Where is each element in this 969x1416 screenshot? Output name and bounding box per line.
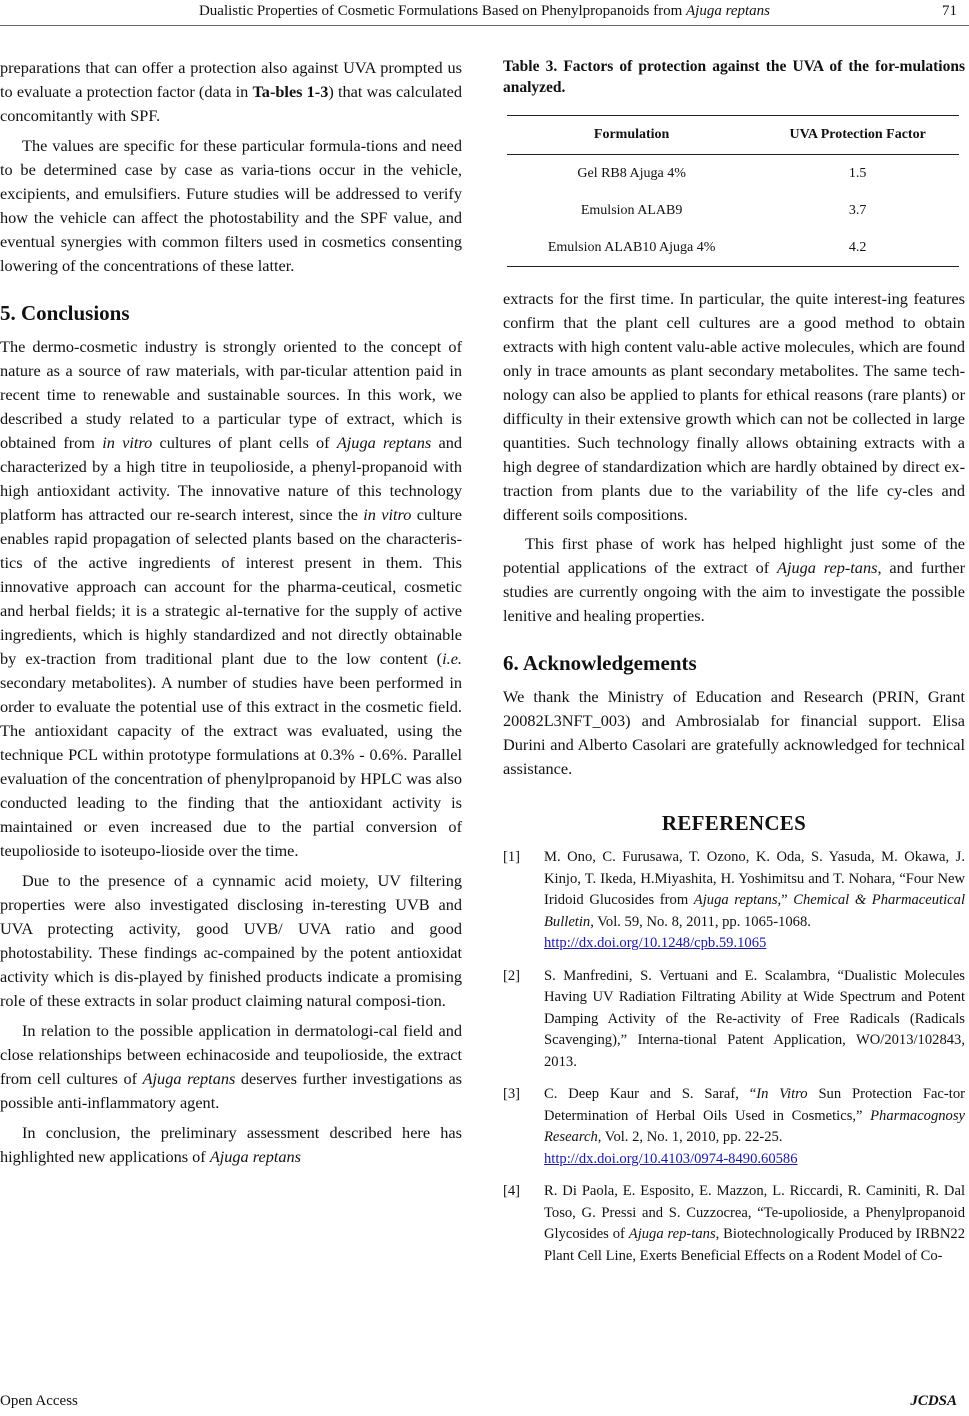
table-cell: Emulsion ALAB9 — [580, 202, 683, 218]
footer-journal: JCDSA — [910, 1393, 957, 1409]
reference-item: [1] M. Ono, C. Furusawa, T. Ozono, K. Oda, S. Yasuda, M. Okawa, J. Kinjo, T. Ikeda, H.Miyashita, H. Yoshimitsu and T. Nohara, “Four New Iridoid Glucosides from Ajuga reptans,” Chemical & Pharmaceutical Bulletin, Vol. 59, No. 8, 2011, pp. 1065-1068. http://dx.doi.org/10.1248/cpb.59.1065 — [503, 849, 965, 951]
reference-number: [3] — [503, 1086, 521, 1102]
table-header-row — [507, 116, 959, 155]
table-cell: 1.5 — [848, 165, 867, 181]
reference-item: [2] S. Manfredini, S. Vertuani and E. Scalambra, “Dualistic Molecules Having UV Radiation Filtrating Ability at Wide Spectrum and Potent Damping Activity of the Re-activity of Free Radicals (Radicals Scavenging),” Interna-tional Patent Application, WO/2013/102843, 2013. — [503, 967, 965, 1070]
running-title: Dualistic Properties of Cosmetic Formulations Based on Phenylpropanoids from Ajuga reptans — [198, 3, 771, 19]
column-header: Formulation — [593, 127, 670, 142]
paragraph: preparations that can offer a protection also against UVA prompted us to evaluate a protection factor (data in Ta-bles 1-3) that was calculated concomitantly with SPF. — [0, 58, 462, 125]
reference-number: [2] — [503, 967, 521, 984]
table-cell: Emulsion ALAB10 Ajuga 4% — [547, 239, 716, 255]
paragraph: This first phase of work has helped highlight just some of the potential applications of the extract of Ajuga rep-tans, and further studies are currently ongoing with the aim to investigate the possible lenitive and healing properties. — [503, 534, 966, 625]
paragraph: In conclusion, the preliminary assessment described here has highlighted new applications of Ajuga reptans — [0, 1123, 462, 1166]
table-cell: 3.7 — [848, 202, 867, 218]
left-column — [0, 56, 462, 1169]
table-caption: Table 3. Factors of protection against the UVA of the for-mulations analyzed. — [503, 58, 965, 96]
table-cell: Gel RB8 Ajuga 4% — [577, 165, 686, 181]
running-header — [0, 3, 969, 25]
column-header: UVA Protection Factor — [789, 127, 926, 142]
paragraph: Due to the presence of a cynnamic acid moiety, UV filtering properties were also investigated disclosing in-teresting UVB and UVA protecting activity, good UVB/ UVA ratio and good photostability. These findings ac-compained by the potent antioxidat activity which is dis-played by finished products indicate a promising role of these extracts in solar product claiming natural composi-tion. — [0, 871, 462, 1010]
table-uva-protection — [507, 115, 959, 267]
table-row — [507, 229, 959, 267]
table-row — [507, 192, 959, 229]
footer-open-access: Open Access — [0, 1393, 78, 1409]
page-number: 71 — [942, 3, 957, 19]
section-heading-acknowledgements: 6. Acknowledgements — [503, 651, 697, 675]
doi-link[interactable]: http://dx.doi.org/10.1248/cpb.59.1065 — [544, 935, 767, 951]
right-column — [503, 56, 965, 1267]
reference-item: [4] R. Di Paola, E. Esposito, E. Mazzon, L. Riccardi, R. Caminiti, R. Dal Toso, G. Pressi and S. Cuzzocrea, “Te-upolioside, a Phenylpropanoid Glycosides of Ajuga rep-tans, Biotechnologically Produced by IRBN22 Plant Cell Line, Exerts Beneficial Effects on a Rodent Model of Co- — [503, 1183, 966, 1264]
paragraph: The values are specific for these particular formula-tions and need to be determined case by case as varia-tions occur in the vehicle, excipients, and emulsifiers. Future studies will be addressed to verify how the vehicle can affect the photostability and the SPF value, and eventual synergies with common filters used in cosmetics consenting lowering of the concentrations of these latter. — [0, 136, 462, 275]
header-rule — [0, 25, 969, 26]
reference-number: [1] — [503, 849, 521, 865]
references-heading: REFERENCES — [661, 811, 807, 835]
paragraph: We thank the Ministry of Education and Research (PRIN, Grant 20082L3NFT_003) and Ambrosialab for financial support. Elisa Durini and Alberto Casolari are gratefully acknowledged for technical assistance. — [503, 687, 965, 778]
section-heading-conclusions: 5. Conclusions — [0, 301, 130, 325]
doi-link[interactable]: http://dx.doi.org/10.4103/0974-8490.60586 — [544, 1150, 798, 1167]
reference-number: [4] — [503, 1183, 521, 1199]
table-cell: 4.2 — [848, 239, 867, 255]
paragraph: The dermo-cosmetic industry is strongly oriented to the concept of nature as a source of raw materials, with par-ticular attention paid in recent time to renewable and sustainable sources. In this work, we described a study related to a particular type of extract, which is obtained from in vitro cultures of plant cells of Ajuga reptans and characterized by a high titre in teupolioside, a phenyl-propanoid with high antioxidant activity. The innovative nature of this technology platform has attracted our re-search interest, since the in vitro culture enables rapid propagation of selected plants based on the characteris-tics of the active ingredients of interest present in them. This innovative approach can account for the pharma-ceutical, cosmetic and herbal fields; it is a strategic al-ternative for the supply of active ingredients, which is highly standardized and not directly obtainable by ex-traction from traditional plant due to the low content (i.e. secondary metabolites). A number of studies have been performed in order to evaluate the potential use of this extract in the cosmetic field. The antioxidant capacity of the extract was evaluated, using the technique PCL within prototype formulations at 0.3% - 0.6%. Parallel evaluation of the concentration of phenylpropanoid by HPLC was also conducted leading to the finding that the antioxidant activity is maintained or even increased due to the partial conversion of teupolioside to isoteupo-lioside over the time. — [0, 337, 462, 860]
paragraph: extracts for the first time. In particular, the quite interest-ing features confirm that the plant cell cultures are a good method to obtain extracts with high content valu-able active molecules, which are found only in trace amounts as plant secondary metabolites. The same tech-nology can also be applied to plants for ethical reasons (rare plants) or difficulty in their extensive growth which can not be collected in large quantities. Such technology finally allows obtaining extracts with a high degree of standardization which are hardly obtained by direct ex-traction from plants due to the variability of the life cy-cles and different soils compositions. — [503, 289, 965, 524]
table-row — [507, 155, 959, 193]
paragraph: In relation to the possible application in dermatologi-cal field and close relationships between echinacoside and teupolioside, the extract from cell cultures of Ajuga reptans deserves further investigations as possible anti-inflammatory agent. — [0, 1021, 463, 1112]
reference-item: [3] C. Deep Kaur and S. Saraf, “In Vitro Sun Protection Fac-tor Determination of Herbal Oils Used in Cosmetics,” Pharmacognosy Research, Vol. 2, No. 1, 2010, pp. 22-25. http://dx.doi.org/10.4103/0974-8490.60586 — [503, 1086, 965, 1167]
